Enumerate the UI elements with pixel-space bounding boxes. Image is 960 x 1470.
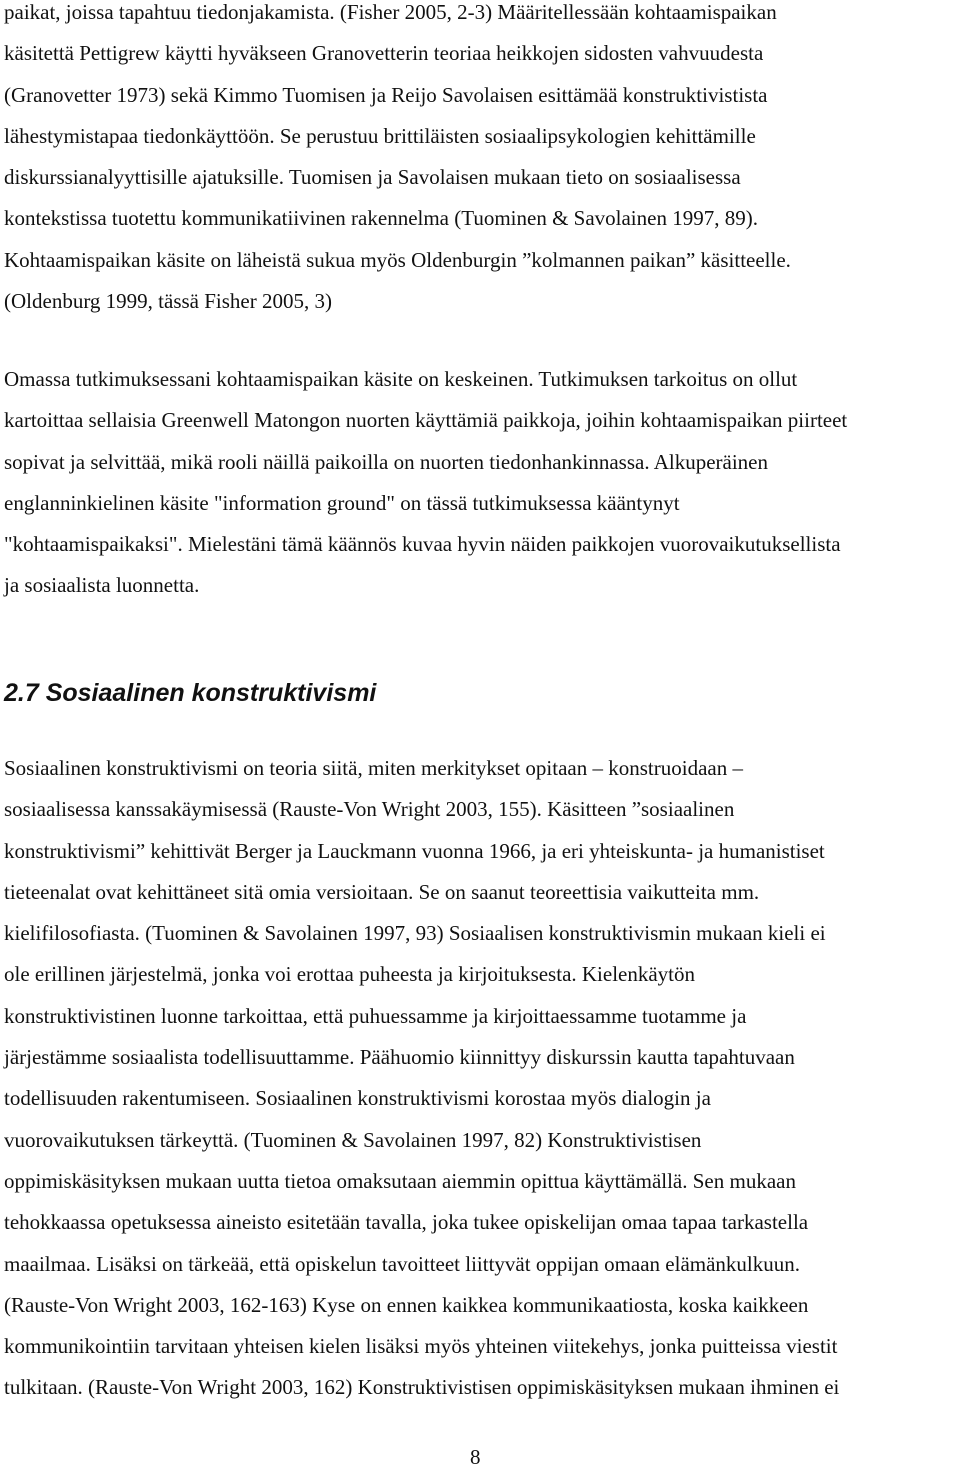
text-line: konstruktivismi” kehittivät Berger ja Lauckmann vuonna 1966, ja eri yhteiskunta- ja humanistiset [4, 838, 825, 863]
text-line: (Oldenburg 1999, tässä Fisher 2005, 3) [4, 289, 332, 314]
text-line: konstruktivistinen luonne tarkoittaa, että puhuessamme ja kirjoittaessamme tuotamme ja [4, 1003, 747, 1028]
text-line: tehokkaassa opetuksessa aineisto esitetään tavalla, joka tukee opiskelijan omaa tapaa tarkastella [4, 1210, 809, 1235]
text-line: Sosiaalinen konstruktivismi on teoria siitä, miten merkitykset opitaan – konstruoidaan – [4, 756, 743, 780]
text-line: paikat, joissa tapahtuu tiedonjakamista. (Fisher 2005, 2-3) Määritellessään kohtaamispaikan [4, 0, 777, 24]
text-line: englanninkielinen käsite "information ground" on tässä tutkimuksessa kääntynyt [4, 490, 680, 515]
paragraph-own-research [4, 359, 847, 607]
page-number: 8 [470, 1445, 481, 1469]
text-line: tieteenalat ovat kehittäneet sitä omia versioitaan. Se on saanut teoreettisia vaikutteita mm. [4, 879, 760, 904]
text-line: Kohtaamispaikan käsite on läheistä sukua myös Oldenburgin ”kolmannen paikan” käsitteelle. [4, 247, 791, 272]
text-line: (Granovetter 1973) sekä Kimmo Tuomisen ja Reijo Savolaisen esittämää konstruktivistista [4, 82, 768, 107]
text-line: "kohtaamispaikaksi". Mielestäni tämä käännös kuvaa hyvin näiden paikkojen vuorovaikutuksellista [4, 532, 841, 557]
text-line: järjestämme sosiaalista todellisuuttamme. Päähuomio kiinnittyy diskurssin kautta tapahtuvaan [4, 1045, 795, 1070]
text-line: tulkitaan. (Rauste-Von Wright 2003, 162) Konstruktivistisen oppimiskäsityksen mukaan ihminen ei [4, 1375, 840, 1400]
text-line: kartoittaa sellaisia Greenwell Matongon nuorten käyttämiä paikkoja, joihin kohtaamispaikan piirteet [4, 408, 848, 433]
text-line: sosiaalisessa kanssakäymisessä (Rauste-Von Wright 2003, 155). Käsitteen ”sosiaalinen [4, 797, 735, 822]
text-line: maailmaa. Lisäksi on tärkeää, että opiskelun tavoitteet liittyvät oppijan omaan elämänkulkuun. [4, 1251, 801, 1276]
text-line: sopivat ja selvittää, mikä rooli näillä paikoilla on nuorten tiedonhankinnassa. Alkuperäinen [4, 449, 768, 474]
text-line: ja sosiaalista luonnetta. [4, 573, 200, 598]
paragraph-information-grounds [4, 0, 791, 322]
text-line: lähestymistapaa tiedonkäyttöön. Se perustuu brittiläisten sosiaalipsykologien kehittämille [4, 123, 756, 148]
paragraph-social-constructivism [4, 748, 839, 1409]
text-line: käsitettä Pettigrew käytti hyväkseen Granovetterin teoriaa heikkojen sidosten vahvuudesta [4, 41, 764, 66]
section-heading: 2.7 Sosiaalinen konstruktivismi [4, 679, 377, 707]
text-line: oppimiskäsityksen mukaan uutta tietoa omaksutaan aiemmin opittua käyttämällä. Sen mukaan [4, 1168, 796, 1193]
text-line: diskurssianalyyttisille ajatuksille. Tuomisen ja Savolaisen mukaan tieto on sosiaalisessa [4, 165, 741, 190]
text-line: kielifilosofiasta. (Tuominen & Savolainen 1997, 93) Sosiaalisen konstruktivismin mukaan kieli ei [4, 921, 826, 946]
text-line: todellisuuden rakentumiseen. Sosiaalinen konstruktivismi korostaa myös dialogin ja [4, 1086, 711, 1111]
text-line: kontekstissa tuotettu kommunikatiivinen rakennelma (Tuominen & Savolainen 1997, 89). [4, 206, 758, 231]
text-line: kommunikointiin tarvitaan yhteisen kielen lisäksi myös yhteinen viitekehys, jonka puitteissa viestit [4, 1334, 838, 1359]
text-line: vuorovaikutuksen tärkeyttä. (Tuominen & Savolainen 1997, 82) Konstruktivistisen [4, 1127, 702, 1152]
text-line: ole erillinen järjestelmä, jonka voi erottaa puheesta ja kirjoituksesta. Kielenkäytön [4, 962, 696, 987]
text-line: Omassa tutkimuksessani kohtaamispaikan käsite on keskeinen. Tutkimuksen tarkoitus on ollut [4, 367, 798, 391]
text-line: (Rauste-Von Wright 2003, 162-163) Kyse on ennen kaikkea kommunikaatiosta, koska kaikkeen [4, 1292, 809, 1317]
